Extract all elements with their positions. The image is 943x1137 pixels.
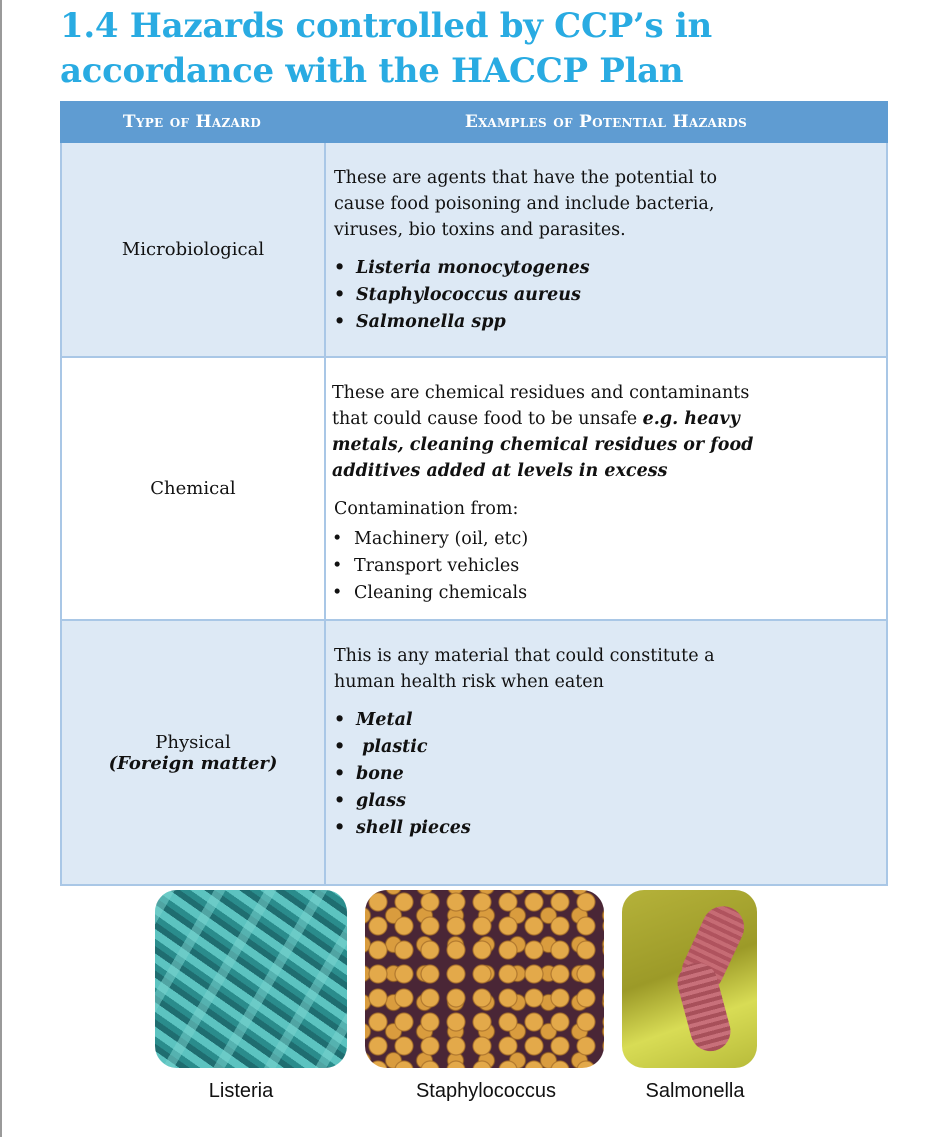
desc-line: human health risk when eaten (334, 672, 604, 692)
staphylococcus-image (365, 890, 604, 1068)
title-line: accordance with the HACCP Plan (60, 51, 684, 91)
title-line: 1.4 Hazards controlled by CCP’s in (60, 6, 712, 46)
page-edge (0, 0, 2, 1137)
example-list (334, 255, 886, 336)
table-header (60, 101, 888, 143)
desc-italic: additives added at levels in excess (332, 461, 668, 481)
hazard-examples (326, 143, 886, 356)
description (334, 165, 886, 243)
hazard-type (62, 621, 326, 884)
salmonella-image (622, 890, 757, 1068)
hazard-type-label: Chemical (150, 478, 236, 499)
list-item: • Staphylococcus aureus (334, 282, 886, 309)
hazard-examples (326, 621, 886, 884)
list-item: • Salmonella spp (334, 309, 886, 336)
desc-line: These are chemical residues and contaminants (332, 383, 750, 403)
hazard-type-label: Microbiological (121, 239, 265, 260)
list-item: • plastic (334, 734, 886, 761)
list-item: • bone (334, 761, 886, 788)
desc-italic: e.g. heavy (642, 409, 740, 429)
hazard-table (60, 101, 888, 886)
example-list (332, 526, 886, 607)
header-type: Type of Hazard (122, 112, 262, 132)
hazard-type (62, 358, 326, 619)
table-row-physical (60, 621, 888, 886)
salmonella-caption: Salmonella (645, 1080, 745, 1102)
hazard-type-label: Physical (155, 731, 231, 753)
listeria-caption: Listeria (208, 1080, 274, 1102)
list-item: • glass (334, 788, 886, 815)
list-item: • Machinery (oil, etc) (332, 526, 886, 553)
list-item: • Cleaning chemicals (332, 580, 886, 607)
desc-line: This is any material that could constitute a (334, 646, 715, 666)
page-title (60, 4, 900, 94)
description (332, 380, 886, 484)
table-row-microbiological (60, 143, 888, 358)
list-item: • shell pieces (334, 815, 886, 842)
listeria-image (155, 890, 347, 1068)
example-list (334, 707, 886, 842)
hazard-examples (326, 358, 886, 619)
table-row-chemical (60, 358, 888, 621)
staphylococcus-caption: Staphylococcus (415, 1080, 557, 1102)
list-item: • Listeria monocytogenes (334, 255, 886, 282)
desc-line: viruses, bio toxins and parasites. (334, 220, 626, 240)
desc-line: These are agents that have the potential to (334, 168, 718, 188)
description (334, 643, 886, 695)
list-item: • Metal (334, 707, 886, 734)
desc-line: that could cause food to be unsafe (332, 409, 638, 429)
desc-italic: metals, cleaning chemical residues or food (332, 435, 754, 455)
subheading: Contamination from: (334, 499, 519, 519)
list-item: • Transport vehicles (332, 553, 886, 580)
hazard-type (62, 143, 326, 356)
hazard-type-sub: (Foreign matter) (108, 752, 278, 774)
header-examples: Examples of Potential Hazards (464, 112, 748, 132)
desc-line: cause food poisoning and include bacteria, (334, 194, 715, 214)
